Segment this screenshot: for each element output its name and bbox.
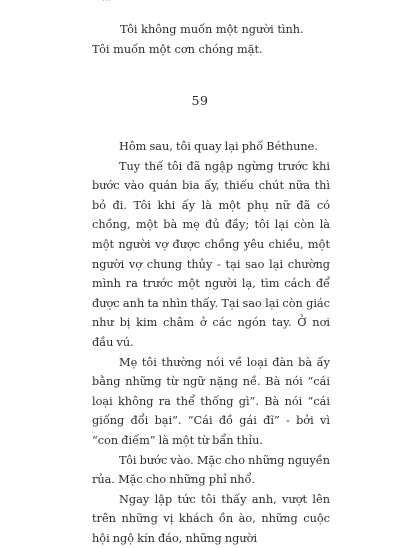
paragraph: Mẹ tôi thường nói về loại đàn bà ấy bằng những từ ngữ nặng nề. Bà nói “cái loại không ra thể thống gì”. Bà nói “cái giống đổi bại”. “Cái đồ gái đĩ” - bởi vì “con điếm” là một từ bẩn thỉu. <box>92 355 330 447</box>
paragraph: Ngay lập tức tôi thấy anh, vượt lên trên những vị khách ồn ào, những cuộc hội ngộ kín đáo, những người <box>92 492 330 545</box>
paragraph: Tuy thế tôi đã ngập ngừng trước khi bước vào quán bia ấy, thiếu chút nữa thì bỏ đi. Tôi khi ấy là một phụ nữ đã có chồng, một bà mẹ đủ đầy; tôi lại còn là một người vợ được chồng yêu chiều, một người vợ chung thủy - tại sao lại chường mình ra trước một người lạ, tìm cách để được anh ta nhìn thấy. Tại sao lại còn giác như bị kim châm ở các ngón tay. Ở nơi đầu vú. <box>92 159 330 349</box>
paragraph: Hôm sau, tôi quay lại phố Béthune. <box>119 140 318 153</box>
top-cut-text <box>102 0 111 4</box>
chapter-number: 59 <box>191 93 209 108</box>
intro-paragraph: Tôi không muốn một người tình. Tôi muốn một cơn chóng mặt. <box>92 23 304 56</box>
chapter-body <box>92 137 330 545</box>
paragraph: Tôi bước vào. Mặc cho những nguyền rủa. Mặc cho những phỉ nhổ. <box>92 453 330 487</box>
